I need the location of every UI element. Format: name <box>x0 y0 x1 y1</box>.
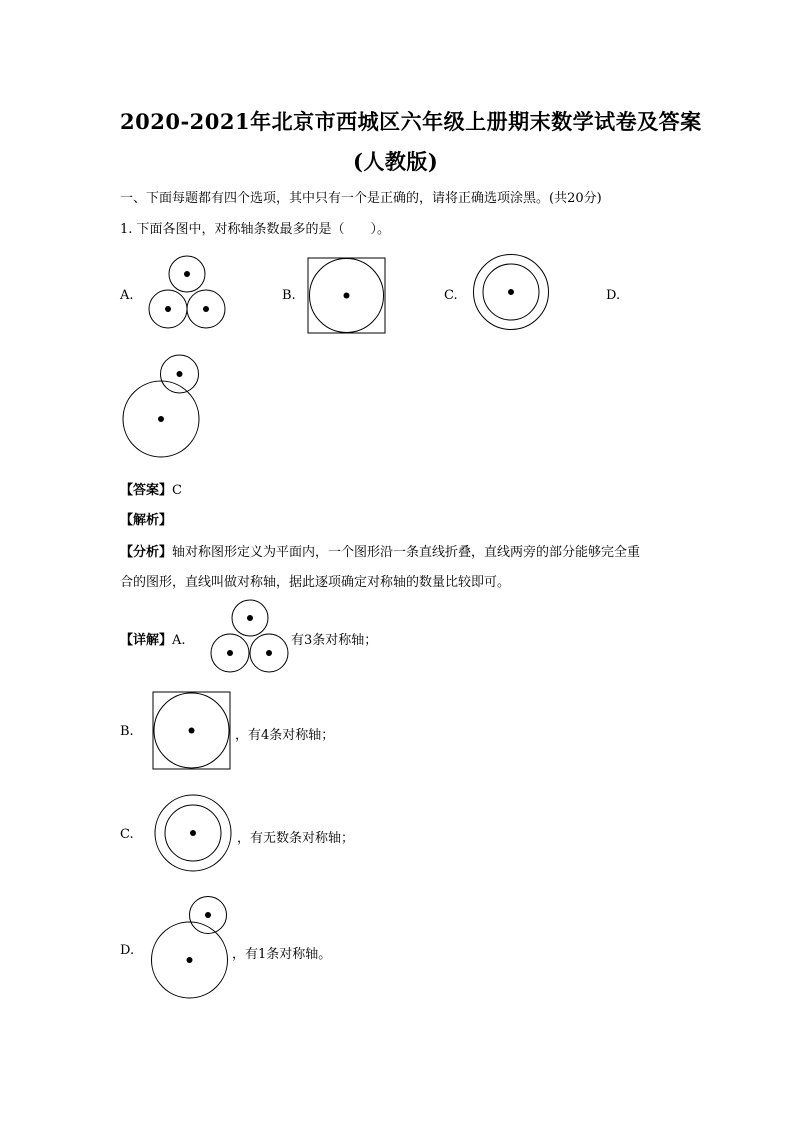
detail-c-label: C. <box>120 827 134 842</box>
answer-tag: 【答案】 <box>120 483 173 498</box>
fenxi-line-2: 合的图形，直线叫做对称轴，据此逐项确定对称轴的数量比较即可。 <box>120 575 511 590</box>
option-label-b: B. <box>282 288 296 303</box>
detail-c-text: ，有无数条对称轴； <box>237 831 355 846</box>
two-circles-figure <box>121 353 203 459</box>
detail-d-two-circles-figure <box>150 895 232 999</box>
detail-a-label: A. <box>172 633 186 648</box>
option-label-a: A. <box>120 288 134 303</box>
section-heading: 一、下面每题都有四个选项，其中只有一个是正确的，请将正确选项涂黑。(共20分) <box>120 191 602 206</box>
question-stem: 1. 下面各图中，对称轴条数最多的是（ ）。 <box>120 222 391 237</box>
detail-c-concentric-circles-figure <box>154 794 234 874</box>
detail-a-label-line <box>120 629 186 648</box>
option-label-d: D. <box>606 288 621 303</box>
fenxi-text-1: 轴对称图形定义为平面内，一个图形沿一条直线折叠，直线两旁的部分能够完全重 <box>172 545 641 560</box>
analysis-tag: 【解析】 <box>120 513 173 528</box>
detail-a-three-circles-figure <box>210 599 290 673</box>
page-subtitle: (人教版) <box>353 149 439 174</box>
detail-b-label: B. <box>120 724 134 739</box>
fenxi-tag: 【分析】 <box>120 545 173 560</box>
answer-value: C <box>172 483 182 498</box>
page-title: 2020-2021年北京市西城区六年级上册期末数学试卷及答案 <box>120 109 702 134</box>
detail-b-text: ，有4条对称轴； <box>235 728 335 743</box>
detail-tag: 【详解】 <box>120 633 173 648</box>
three-circles-figure <box>145 255 230 330</box>
fenxi-line-1 <box>120 541 640 560</box>
detail-a-text: 有3条对称轴； <box>291 633 378 648</box>
option-label-c: C. <box>444 288 458 303</box>
detail-d-label: D. <box>120 943 135 958</box>
circle-in-square-figure <box>307 257 387 335</box>
answer-line <box>120 479 182 498</box>
concentric-circles-figure <box>472 253 550 331</box>
detail-b-circle-in-square-figure <box>152 691 232 771</box>
detail-d-text: ，有1条对称轴。 <box>232 947 332 962</box>
